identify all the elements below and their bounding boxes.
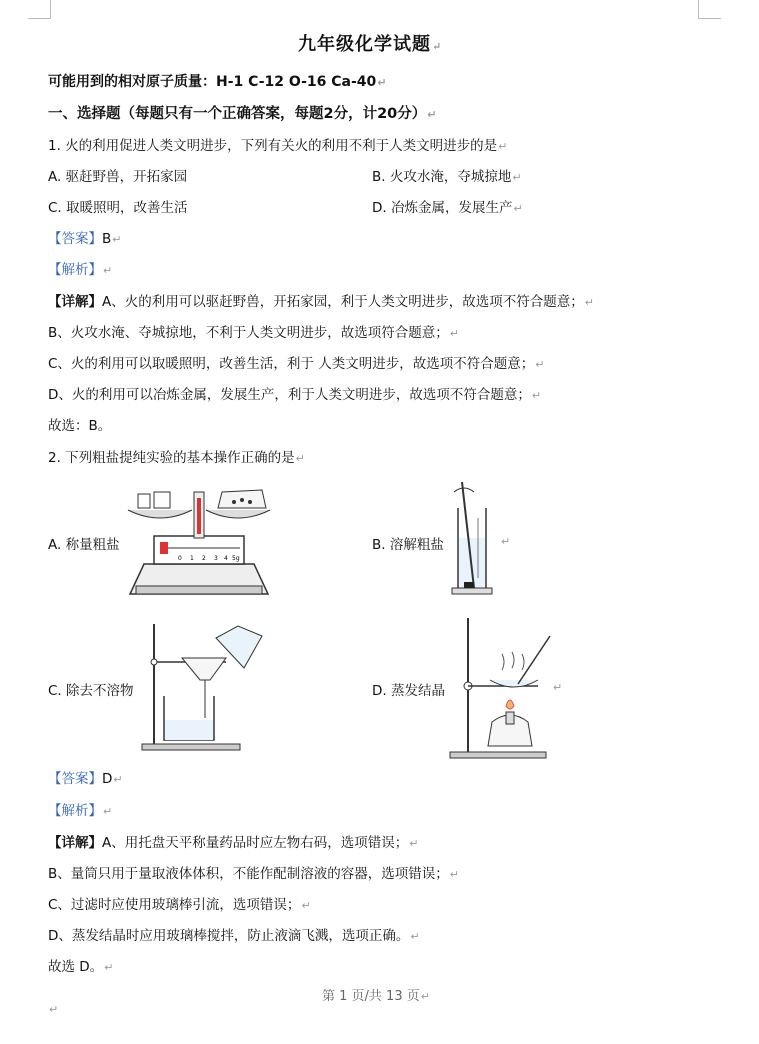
q2-detail-c bbox=[48, 893, 311, 913]
document-title bbox=[298, 30, 442, 56]
q1-option-a: A. 驱赶野兽，开拓家园 bbox=[48, 169, 188, 185]
analysis-tag: 【解析】 bbox=[48, 803, 102, 819]
paragraph-mark: ↵ bbox=[103, 805, 113, 818]
paragraph-mark: ↵ bbox=[301, 899, 311, 912]
scale-tick-4: 4 bbox=[224, 555, 228, 562]
answer-value: B bbox=[102, 231, 112, 247]
q2-detail-d-text: D、蒸发结晶时应用玻璃棒搅拌，防止液滴飞溅，选项正确。 bbox=[48, 928, 410, 944]
q2-detail-b bbox=[48, 862, 459, 882]
paragraph-mark: ↵ bbox=[498, 140, 508, 153]
q2-detail-d bbox=[48, 924, 420, 944]
paragraph-mark: ↵ bbox=[112, 233, 122, 246]
q2-stem bbox=[48, 446, 305, 466]
paragraph-mark: ↵ bbox=[104, 961, 114, 974]
q1-detail-b bbox=[48, 321, 459, 341]
q2-option-c: C. 除去不溶物 bbox=[48, 683, 134, 699]
q1-detail-d-text: D、火的利用可以冶炼金属，发展生产，利于人类文明进步，故选项不符合题意； bbox=[48, 387, 531, 403]
scale-tick-1: 1 bbox=[190, 555, 194, 562]
q2-analysis bbox=[48, 799, 112, 819]
paragraph-mark: ↵ bbox=[449, 327, 459, 340]
q1-choice: 故选：B。 bbox=[48, 418, 112, 434]
answer-value: D bbox=[102, 771, 113, 787]
paragraph-mark: ↵ bbox=[584, 296, 594, 309]
q2-option-a: A. 称量粗盐 bbox=[48, 537, 120, 553]
corner-mark-right bbox=[698, 0, 721, 19]
section-heading bbox=[48, 102, 436, 123]
section-heading-text: 一、选择题（每题只有一个正确答案，每题2分，计20分） bbox=[48, 106, 427, 122]
q1-stem bbox=[48, 134, 507, 154]
scale-tick-3: 3 bbox=[214, 555, 218, 562]
paragraph-mark: ↵ bbox=[531, 389, 542, 402]
paragraph-mark: ↵ bbox=[501, 535, 511, 548]
paragraph-mark: ↵ bbox=[295, 452, 305, 465]
q2-choice-text: 故选 D。 bbox=[48, 959, 104, 975]
paragraph-mark: ↵ bbox=[449, 868, 459, 881]
q1-detail-c-text: C、火的利用可以取暖照明，改善生活，利于 人类文明进步，故选项不符合题意； bbox=[48, 356, 535, 372]
q1-stem-text: 1. 火的利用促进人类文明进步，下列有关火的利用不利于人类文明进步的是 bbox=[48, 138, 498, 154]
paragraph-mark: ↵ bbox=[377, 76, 387, 89]
filtration-figure bbox=[138, 620, 272, 752]
q1-detail-a-text: A、火的利用可以驱赶野兽，开拓家园，利于人类文明进步，故选项不符合题意； bbox=[102, 294, 584, 310]
scale-tick-5: 5g bbox=[232, 555, 240, 562]
q1-analysis bbox=[48, 258, 112, 278]
page-number: 第 1 页/共 13 页 bbox=[322, 989, 420, 1004]
atomic-masses bbox=[48, 71, 386, 91]
q2-stem-text: 2. 下列粗盐提纯实验的基本操作正确的是 bbox=[48, 450, 295, 466]
balance-scale-figure bbox=[126, 486, 272, 598]
q1-detail-d bbox=[48, 383, 541, 403]
analysis-tag: 【解析】 bbox=[48, 262, 102, 278]
measuring-cylinder-figure bbox=[448, 478, 498, 600]
answer-tag: 【答案】 bbox=[48, 231, 102, 247]
q2-choice bbox=[48, 955, 113, 975]
q2-option-b: B. 溶解粗盐 bbox=[372, 537, 444, 553]
q2-detail-c-text: C、过滤时应使用玻璃棒引流，选项错误； bbox=[48, 897, 301, 913]
paragraph-mark: ↵ bbox=[553, 681, 563, 694]
paragraph-mark: ↵ bbox=[49, 1003, 59, 1016]
detail-tag: 【详解】 bbox=[48, 294, 102, 310]
q1-option-b bbox=[372, 165, 522, 185]
q1-detail-a bbox=[48, 290, 594, 310]
q2-option-d: D. 蒸发结晶 bbox=[372, 683, 445, 699]
answer-tag: 【答案】 bbox=[48, 771, 102, 787]
evaporation-figure bbox=[448, 614, 552, 760]
scale-tick-2: 2 bbox=[202, 555, 206, 562]
paragraph-mark: ↵ bbox=[420, 990, 430, 1003]
q1-option-c: C. 取暖照明，改善生活 bbox=[48, 200, 188, 216]
q1-detail-b-text: B、火攻水淹、夺城掠地，不利于人类文明进步，故选项符合题意； bbox=[48, 325, 449, 341]
paragraph-mark: ↵ bbox=[535, 358, 545, 371]
paragraph-mark: ↵ bbox=[512, 171, 522, 184]
q2-answer bbox=[48, 767, 123, 787]
q2-detail-a bbox=[48, 831, 418, 851]
q1-option-d-text: D. 冶炼金属，发展生产 bbox=[372, 200, 513, 216]
q1-answer bbox=[48, 227, 121, 247]
paragraph-mark: ↵ bbox=[409, 837, 419, 850]
detail-tag: 【详解】 bbox=[48, 835, 102, 851]
paragraph-mark: ↵ bbox=[103, 264, 113, 277]
paragraph-mark: ↵ bbox=[513, 202, 523, 215]
paragraph-mark: ↵ bbox=[432, 40, 443, 53]
q1-option-d bbox=[372, 196, 523, 216]
corner-mark-left bbox=[28, 0, 51, 19]
paragraph-mark: ↵ bbox=[427, 108, 437, 121]
paragraph-mark: ↵ bbox=[410, 930, 420, 943]
scale-tick-0: 0 bbox=[178, 555, 182, 562]
q2-detail-a-text: A、用托盘天平称量药品时应左物右码，选项错误； bbox=[102, 835, 409, 851]
q2-detail-b-text: B、量筒只用于量取液体体积，不能作配制溶液的容器，选项错误； bbox=[48, 866, 449, 882]
atomic-masses-text: 可能用到的相对原子质量：H-1 C-12 O-16 Ca-40 bbox=[48, 74, 377, 90]
q1-detail-c bbox=[48, 352, 544, 372]
q1-option-b-text: B. 火攻水淹，夺城掠地 bbox=[372, 169, 512, 185]
page-footer bbox=[322, 985, 430, 1004]
title-text: 九年级化学试题 bbox=[298, 34, 431, 55]
paragraph-mark: ↵ bbox=[113, 773, 123, 786]
